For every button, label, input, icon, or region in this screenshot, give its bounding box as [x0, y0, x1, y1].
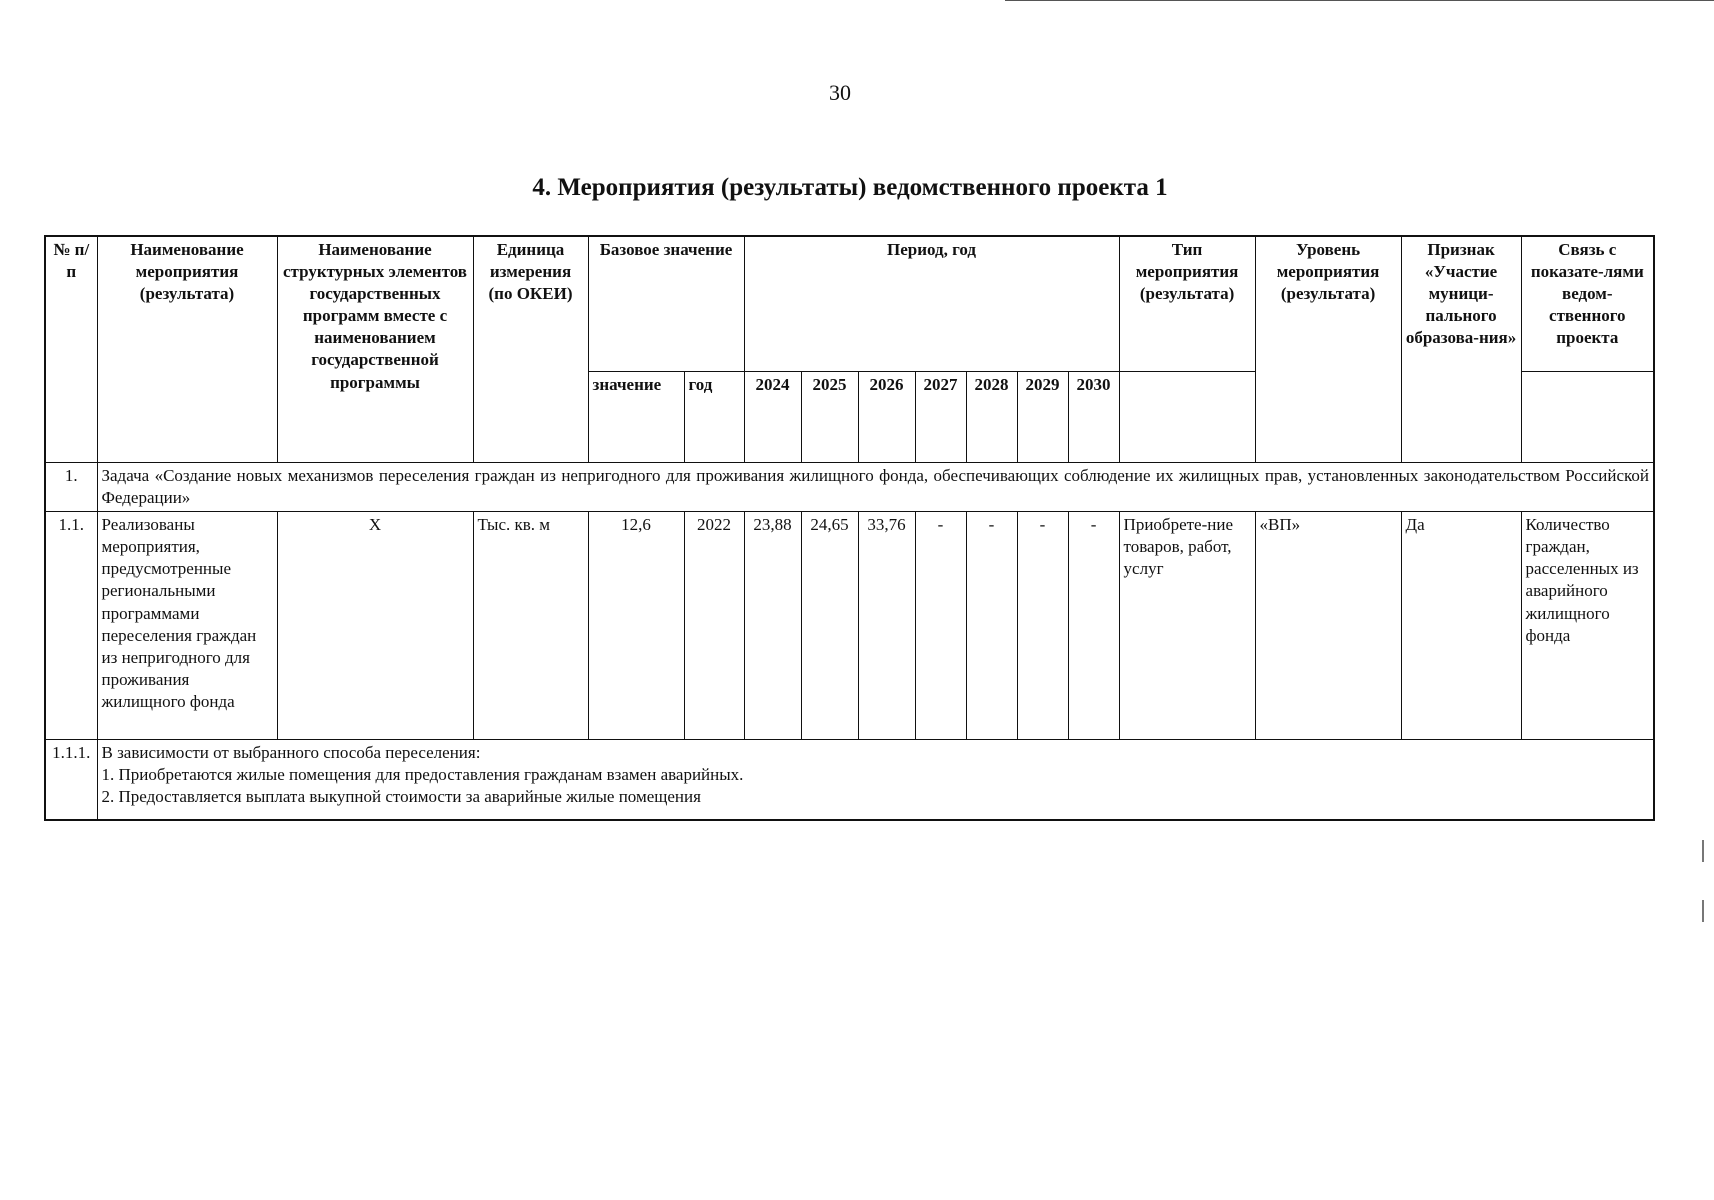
- table-row: [45, 512, 1654, 740]
- row-link: Количество граждан, расселенных из аварийного жилищного фонда: [1521, 512, 1654, 740]
- header-base-year: год: [684, 372, 744, 463]
- header-num: № п/п: [45, 236, 97, 463]
- header-year: 2027: [915, 372, 966, 463]
- header-base-value: значение: [588, 372, 684, 463]
- note-line: В зависимости от выбранного способа переселения:: [101, 743, 481, 763]
- scan-margin-mark: [1702, 840, 1704, 862]
- activities-table: [44, 235, 1655, 821]
- top-border-line: [1005, 0, 1714, 1]
- row-base-year: 2022: [684, 512, 744, 740]
- header-row: [45, 236, 1654, 372]
- header-name: Наименование мероприятия (результата): [97, 236, 277, 463]
- header-year: 2024: [744, 372, 801, 463]
- row-level: «ВП»: [1255, 512, 1401, 740]
- row-value: 33,76: [858, 512, 915, 740]
- header-year: 2026: [858, 372, 915, 463]
- header-link: Связь с показате-лями ведом-ственного проекта: [1521, 236, 1654, 372]
- header-type-empty: [1119, 372, 1255, 463]
- task-text: Задача «Создание новых механизмов переселения граждан из непригодного для проживания жилищного фонда, обеспечивающих соблюдение их жилищных прав, установленных законодательством Российской Федерации»: [97, 463, 1654, 512]
- header-year: 2025: [801, 372, 858, 463]
- header-type: Тип мероприятия (результата): [1119, 236, 1255, 372]
- header-unit: Единица измерения (по ОКЕИ): [473, 236, 588, 463]
- row-num: 1.1.: [45, 512, 97, 740]
- note-row: [45, 740, 1654, 820]
- page-number: 30: [829, 80, 851, 105]
- header-year: 2029: [1017, 372, 1068, 463]
- row-value: 23,88: [744, 512, 801, 740]
- header-year: 2028: [966, 372, 1017, 463]
- task-row: [45, 463, 1654, 512]
- row-unit: Тыс. кв. м: [473, 512, 588, 740]
- header-year: 2030: [1068, 372, 1119, 463]
- row-structural: X: [277, 512, 473, 740]
- header-level: Уровень мероприятия (результата): [1255, 236, 1401, 463]
- section-title: 4. Мероприятия (результаты) ведомственного проекта 1: [532, 174, 1168, 201]
- row-base-value: 12,6: [588, 512, 684, 740]
- scan-margin-mark: [1702, 900, 1704, 922]
- note-line: 1. Приобретаются жилые помещения для предоставления гражданам взамен аварийных.: [101, 765, 744, 785]
- header-municipal: Признак «Участие муници-пального образова-ния»: [1401, 236, 1521, 463]
- row-value: 24,65: [801, 512, 858, 740]
- row-value: -: [915, 512, 966, 740]
- row-value: -: [1017, 512, 1068, 740]
- header-structural: Наименование структурных элементов государственных программ вместе с наименованием государственной программы: [277, 236, 473, 463]
- header-period: Период, год: [744, 236, 1119, 372]
- note-num: 1.1.1.: [45, 740, 97, 820]
- row-type: Приобрете-ние товаров, работ, услуг: [1119, 512, 1255, 740]
- row-name: Реализованы мероприятия, предусмотренные региональными программами переселения граждан из непригодного для проживания жилищного фонда: [97, 512, 277, 740]
- task-num: 1.: [45, 463, 97, 512]
- header-link-empty: [1521, 372, 1654, 463]
- row-value: -: [966, 512, 1017, 740]
- header-base: Базовое значение: [588, 236, 744, 372]
- row-value: -: [1068, 512, 1119, 740]
- note-line: 2. Предоставляется выплата выкупной стоимости за аварийные жилые помещения: [101, 787, 701, 807]
- row-municipal: Да: [1401, 512, 1521, 740]
- note-text: [97, 740, 1654, 820]
